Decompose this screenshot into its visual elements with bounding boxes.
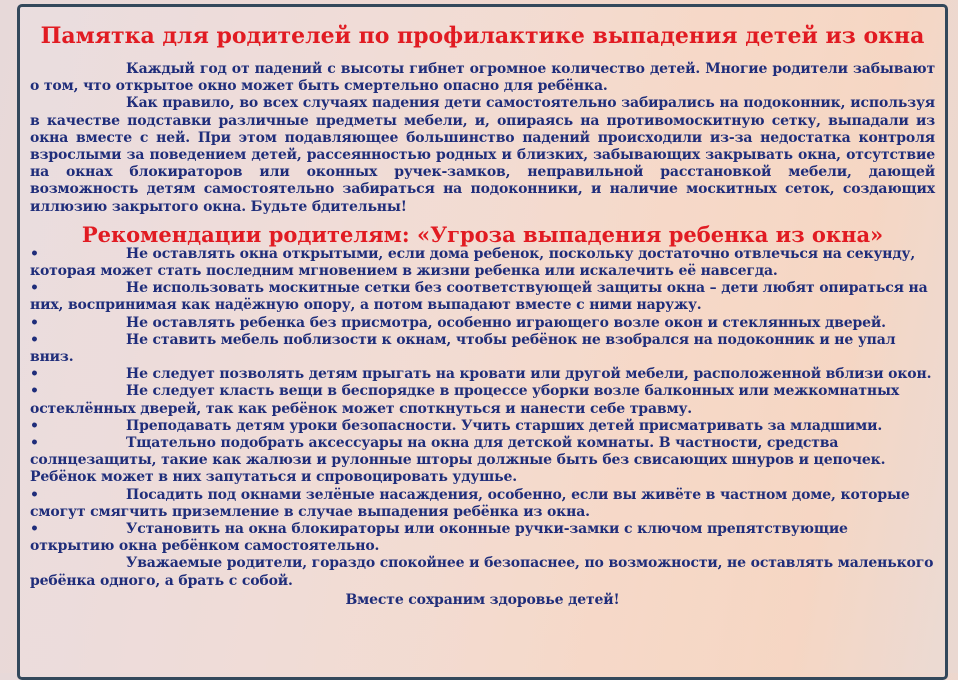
bullet-mark: • <box>30 280 39 297</box>
recommendation-item <box>30 383 935 417</box>
recommendation-item <box>30 487 935 521</box>
recommendation-item <box>30 366 935 383</box>
recommendation-item <box>30 435 935 487</box>
intro-paragraph-1: Каждый год от падений с высоты гибнет огромное количество детей. Многие родители забывают о том, что открытое окно может быть смертельно опасно для ребёнка. <box>30 61 935 95</box>
recommendations-list <box>30 246 935 609</box>
recommendation-text: Не использовать москитные сетки без соответствующей защиты окна – дети любят опираться на них, воспринимая как надёжную опору, а потом выпадают вместе с ними наружу. <box>30 280 928 314</box>
memo-title: Памятка для родителей по профилактике выпадения детей из окна <box>40 23 925 49</box>
bullet-mark: • <box>30 435 39 452</box>
recommendation-text: Не следует позволять детям прыгать на кровати или другой мебели, расположенной вблизи окон. <box>126 366 932 383</box>
recommendation-text: Тщательно подобрать аксессуары на окна для детской комнаты. В частности, средства солнцезащиты, такие как жалюзи и рулонные шторы должные быть без свисающих шнуров и цепочек. Ребёнок может в них запутаться и спровоцировать удушье. <box>30 435 886 486</box>
recommendation-item <box>30 521 935 555</box>
recommendation-item <box>30 418 935 435</box>
recommendation-text: Не ставить мебель поблизости к окнам, чтобы ребёнок не взобрался на подоконник и не упал вниз. <box>30 331 896 366</box>
bullet-mark: • <box>30 314 39 331</box>
recommendation-text: Преподавать детям уроки безопасности. Учить старших детей присматривать за младшими. <box>126 417 883 434</box>
recommendation-item <box>30 246 935 280</box>
recommendation-text: Не оставлять окна открытыми, если дома ребенок, поскольку достаточно отвлечься на секунду, которая может стать последним мгновением в жизни ребенка или искалечить её навсегда. <box>30 245 916 280</box>
recommendation-text: Не оставлять ребенка без присмотра, особенно играющего возле окон и стеклянных дверей. <box>126 314 886 331</box>
memo-frame <box>17 4 948 680</box>
bullet-mark: • <box>30 245 39 262</box>
recommendation-text: Не следует класть вещи в беспорядке в процессе уборки возле балконных или межкомнатных остеклённых дверей, так как ребёнок может споткнуться и нанести себе травму. <box>30 383 900 417</box>
recommendation-item <box>30 332 935 366</box>
recommendation-item <box>30 280 935 314</box>
recommendation-text: Установить на окна блокираторы или оконные ручки-замки с ключом препятствующие открытию окна ребёнком самостоятельно. <box>30 521 848 555</box>
bullet-mark: • <box>30 331 39 348</box>
recommendation-item <box>30 315 935 332</box>
bullet-mark: • <box>30 383 39 400</box>
bullet-mark: • <box>30 486 39 503</box>
intro-paragraph-2: Как правило, во всех случаях падения дети самостоятельно забирались на подоконник, используя в качестве подставки различные предметы мебели, и, опираясь на противомоскитную сетку, выпадали из окна вместе с ней. При этом подавляющее большинство падений происходили из-за недостатка контроля взрослыми за поведением детей, рассеянностью родных и близких, забывающих закрывать окна, отсутствие на окнах блокираторов или оконных ручек-замков, неправильной расстановкой мебели, дающей возможность детям самостоятельно забираться на подоконники, и наличие москитных сеток, создающих иллюзию закрытого окна. Будьте бдительны! <box>30 95 935 215</box>
bullet-mark: • <box>30 417 39 434</box>
recommendation-text: Посадить под окнами зелёные насаждения, особенно, если вы живёте в частном доме, которые смогут смягчить приземление в случае выпадения ребёнка из окна. <box>30 486 910 520</box>
bullet-mark: • <box>30 521 39 538</box>
signoff-line: Вместе сохраним здоровье детей! <box>345 591 620 608</box>
recommendations-title: Рекомендации родителям: «Угроза выпадения ребенка из окна» <box>81 221 884 247</box>
bullet-mark: • <box>30 366 39 383</box>
closing-paragraph: Уважаемые родители, гораздо спокойнее и безопаснее, по возможности, не оставлять маленького ребёнка одного, а брать с собой. <box>30 555 934 589</box>
